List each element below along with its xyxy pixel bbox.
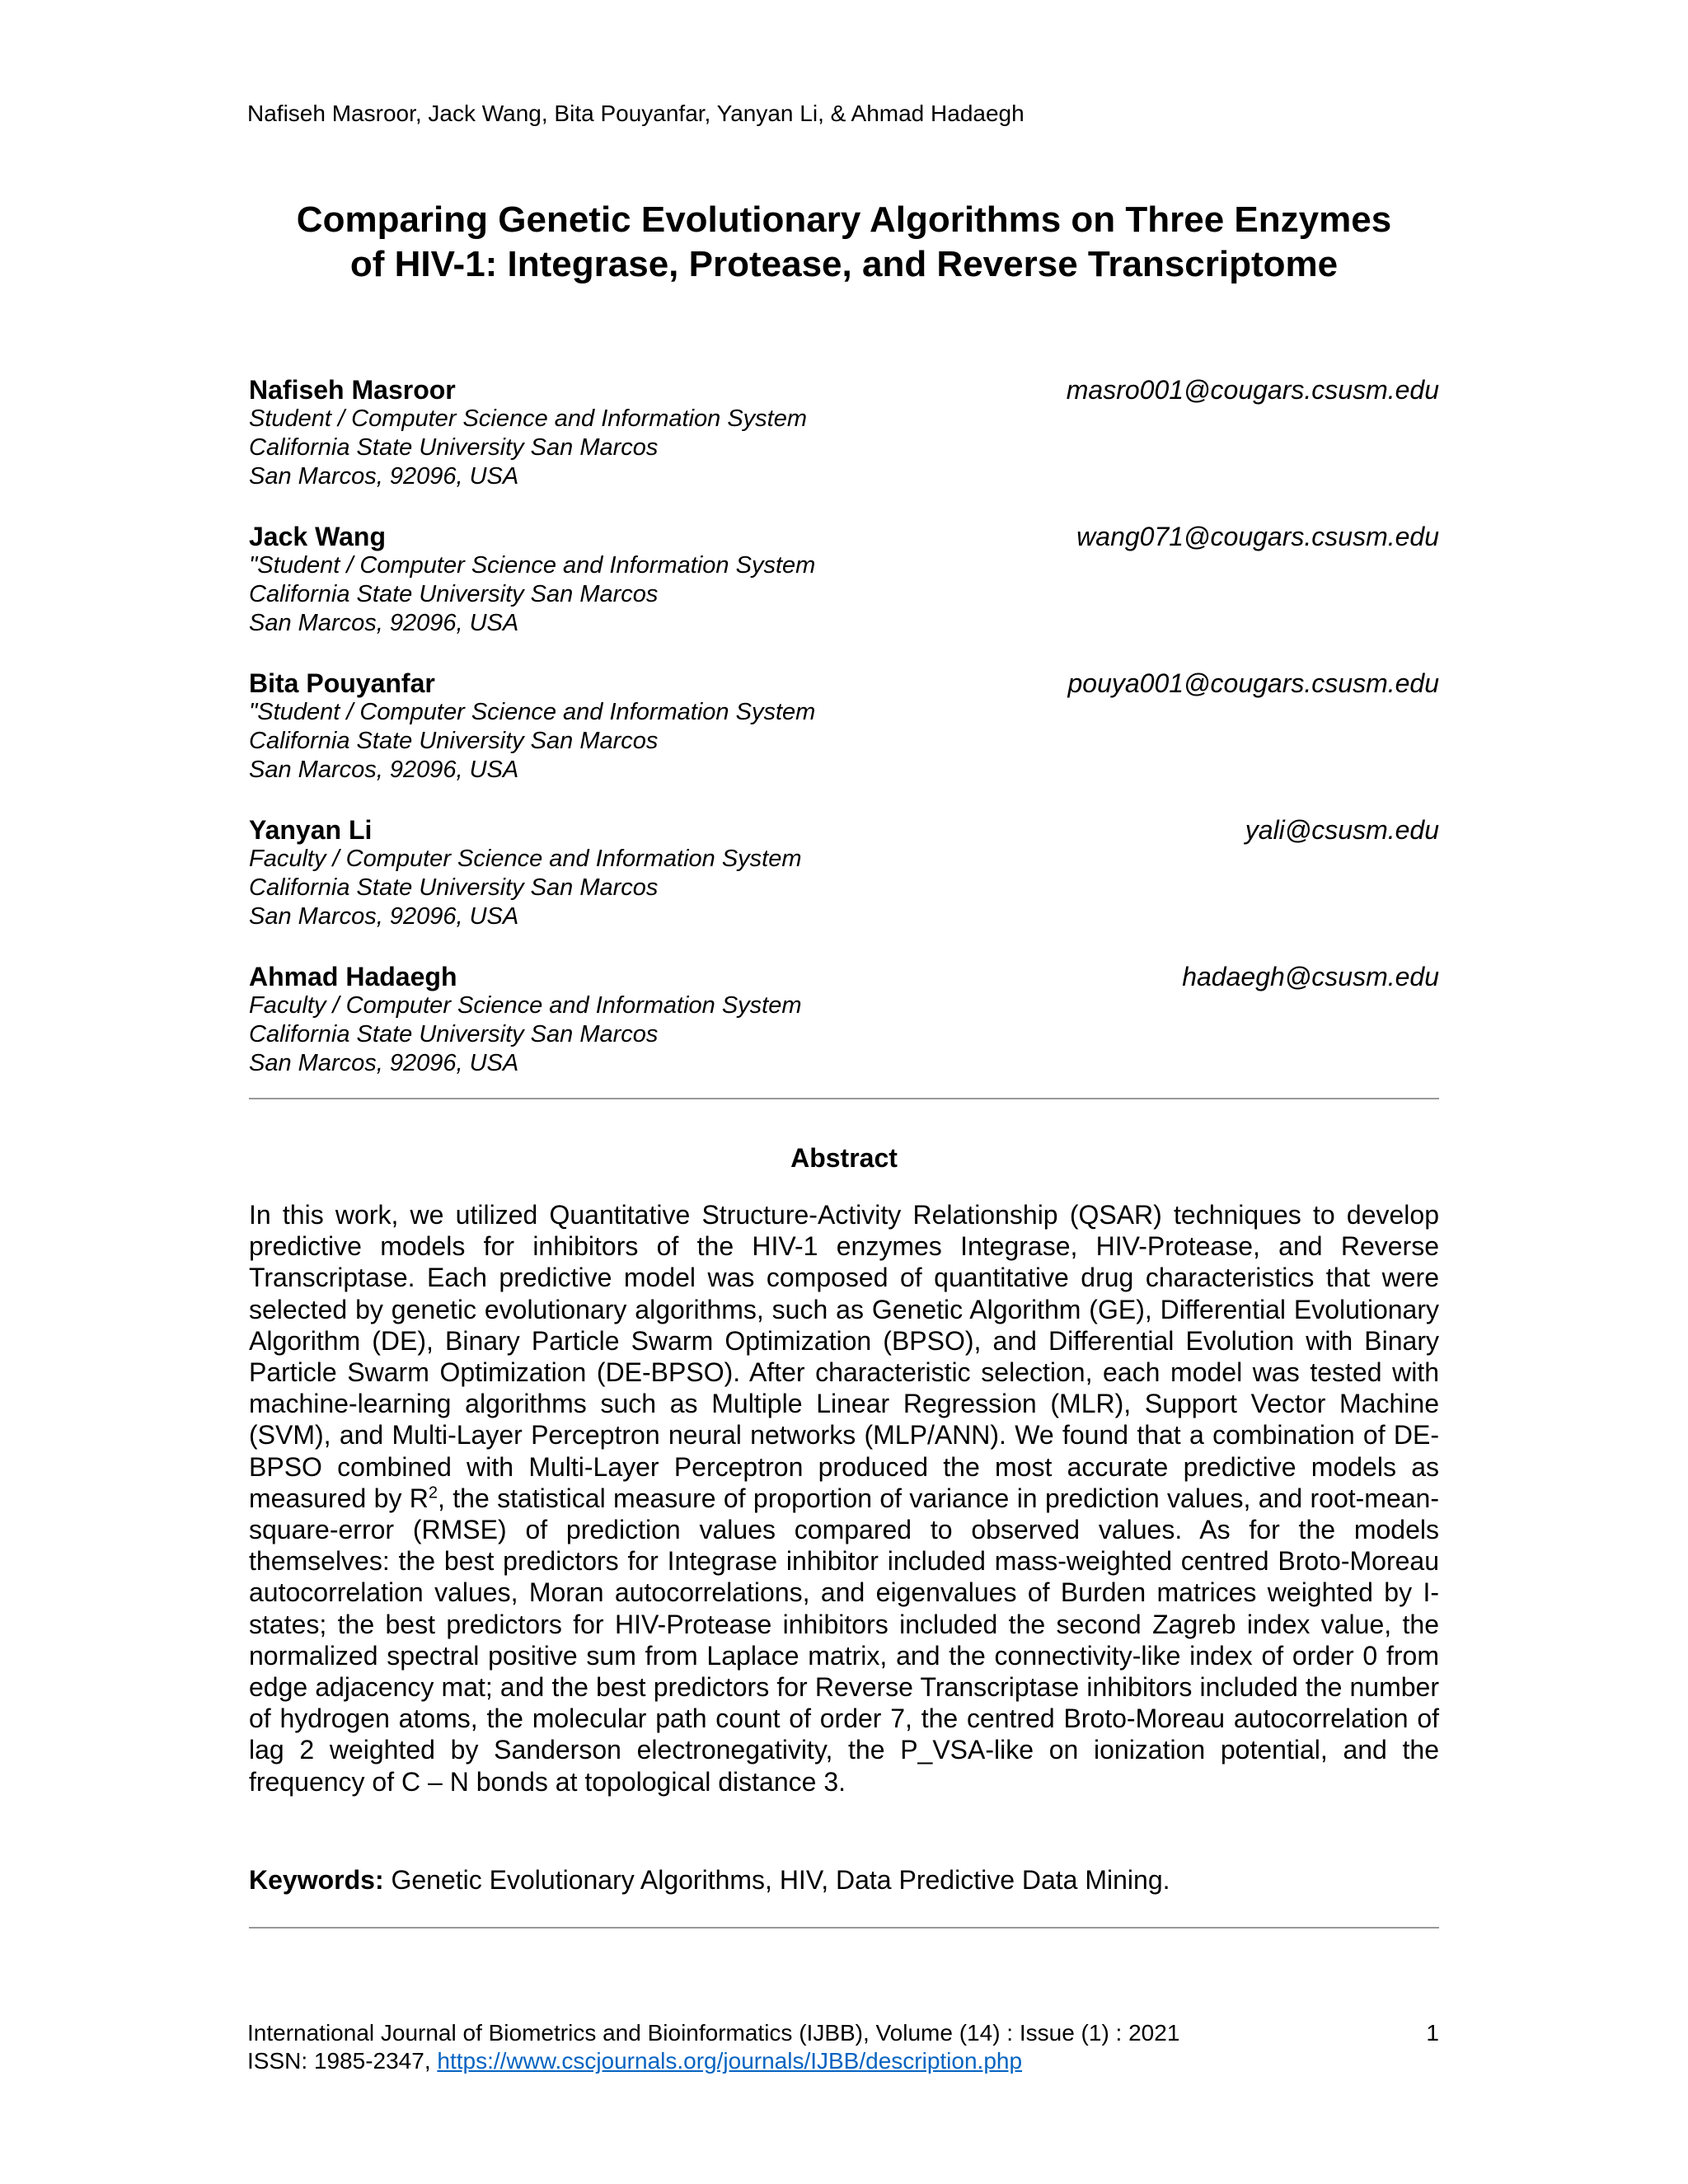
keywords-label: Keywords: bbox=[249, 1865, 384, 1895]
author-address: San Marcos, 92096, USA bbox=[249, 757, 519, 783]
divider-bottom bbox=[249, 1927, 1439, 1929]
paper-title-line-2: of HIV-1: Integrase, Protease, and Reverse Transcriptome bbox=[349, 244, 1339, 284]
author-name: Ahmad Hadaegh bbox=[249, 962, 457, 991]
author-email: wang071@cougars.csusm.edu bbox=[1076, 522, 1439, 551]
author-block bbox=[249, 815, 1439, 962]
author-role: "Student / Computer Science and Information System bbox=[249, 552, 816, 579]
footer-issn: ISSN: 1985-2347, bbox=[247, 2048, 438, 2074]
author-address: San Marcos, 92096, USA bbox=[249, 1050, 519, 1076]
abstract-text-part-2: , the statistical measure of proportion of variance in prediction values, and root-mean-square-error (RMSE) of prediction values compared to observed values. As for the models themselves: the best predictors for Integrase inhibitor included mass-weighted centred Broto-Moreau autocorrelation values, Moran autocorrelations, and eigenvalues of Burden matrices weighted by I-states; the best predictors for HIV-Protease inhibitors included the second Zagreb index value, the normalized spectral positive sum from Laplace matrix, and the connectivity-like index of order 0 from edge adjacency mat; and the best predictors for Reverse Transcriptase inhibitors included the number of hydrogen atoms, the molecular path count of order 7, the centred Broto-Moreau autocorrelation of lag 2 weighted by Sanderson electronegativity, the P_VSA-like on ionization potential, and the frequency of C – N bonds at topological distance 3. bbox=[249, 1483, 1440, 1797]
author-address: San Marcos, 92096, USA bbox=[249, 903, 519, 930]
author-name: Jack Wang bbox=[249, 522, 386, 551]
running-header: Nafiseh Masroor, Jack Wang, Bita Pouyanfar, Yanyan Li, & Ahmad Hadaegh bbox=[247, 101, 1025, 126]
journal-link[interactable]: https://www.cscjournals.org/journals/IJBB/description.php bbox=[437, 2048, 1023, 2074]
author-university: California State University San Marcos bbox=[249, 1021, 659, 1047]
footer-journal-row bbox=[247, 2019, 1439, 2047]
author-block bbox=[249, 962, 1439, 1108]
author-role: "Student / Computer Science and Information System bbox=[249, 699, 816, 725]
page-number: 1 bbox=[1426, 2020, 1439, 2046]
abstract-body bbox=[249, 1199, 1439, 1797]
author-role: Student / Computer Science and Information System bbox=[249, 405, 808, 432]
keywords-text: Genetic Evolutionary Algorithms, HIV, Data Predictive Data Mining. bbox=[383, 1865, 1170, 1895]
divider-top bbox=[249, 1098, 1439, 1099]
author-university: California State University San Marcos bbox=[249, 434, 659, 461]
author-block bbox=[249, 668, 1439, 815]
author-email: masro001@cougars.csusm.edu bbox=[1066, 375, 1439, 405]
author-university: California State University San Marcos bbox=[249, 728, 659, 754]
author-list bbox=[249, 375, 1439, 1108]
author-block bbox=[249, 375, 1439, 522]
author-name: Yanyan Li bbox=[249, 815, 373, 845]
abstract-superscript: 2 bbox=[428, 1483, 438, 1502]
abstract-heading: Abstract bbox=[790, 1143, 898, 1173]
paper-title bbox=[148, 198, 1540, 287]
author-address: San Marcos, 92096, USA bbox=[249, 610, 519, 636]
author-name: Bita Pouyanfar bbox=[249, 668, 435, 698]
author-university: California State University San Marcos bbox=[249, 874, 659, 901]
author-address: San Marcos, 92096, USA bbox=[249, 463, 519, 490]
author-role: Faculty / Computer Science and Information System bbox=[249, 846, 802, 872]
page-footer bbox=[247, 2019, 1439, 2075]
author-email: hadaegh@csusm.edu bbox=[1182, 962, 1439, 991]
keywords bbox=[249, 1864, 1439, 1896]
author-name: Nafiseh Masroor bbox=[249, 375, 456, 405]
author-email: yali@csusm.edu bbox=[1245, 815, 1439, 845]
footer-issn-row bbox=[247, 2047, 1439, 2075]
footer-journal: International Journal of Biometrics and Bioinformatics (IJBB), Volume (14) : Issue (1) : 2021 bbox=[247, 2020, 1180, 2046]
author-block bbox=[249, 522, 1439, 668]
author-email: pouya001@cougars.csusm.edu bbox=[1067, 668, 1439, 698]
author-role: Faculty / Computer Science and Information System bbox=[249, 992, 802, 1019]
author-university: California State University San Marcos bbox=[249, 581, 659, 607]
paper-title-line-1: Comparing Genetic Evolutionary Algorithms on Three Enzymes bbox=[296, 199, 1392, 240]
abstract-text-part-1: In this work, we utilized Quantitative Structure-Activity Relationship (QSAR) techniques to develop predictive models for inhibitors of the HIV-1 enzymes Integrase, HIV-Protease, and Reverse Transcriptase. Each predictive model was composed of quantitative drug characteristics that were selected by genetic evolutionary algorithms, such as Genetic Algorithm (GE), Differential Evolutionary Algorithm (DE), Binary Particle Swarm Optimization (BPSO), and Differential Evolution with Binary Particle Swarm Optimization (DE-BPSO). After characteristic selection, each model was tested with machine-learning algorithms such as Multiple Linear Regression (MLR), Support Vector Machine (SVM), and Multi-Layer Perceptron neural networks (MLP/ANN). We found that a combination of DE-BPSO combined with Multi-Layer Perceptron produced the most accurate predictive models as measured by R bbox=[249, 1200, 1439, 1513]
